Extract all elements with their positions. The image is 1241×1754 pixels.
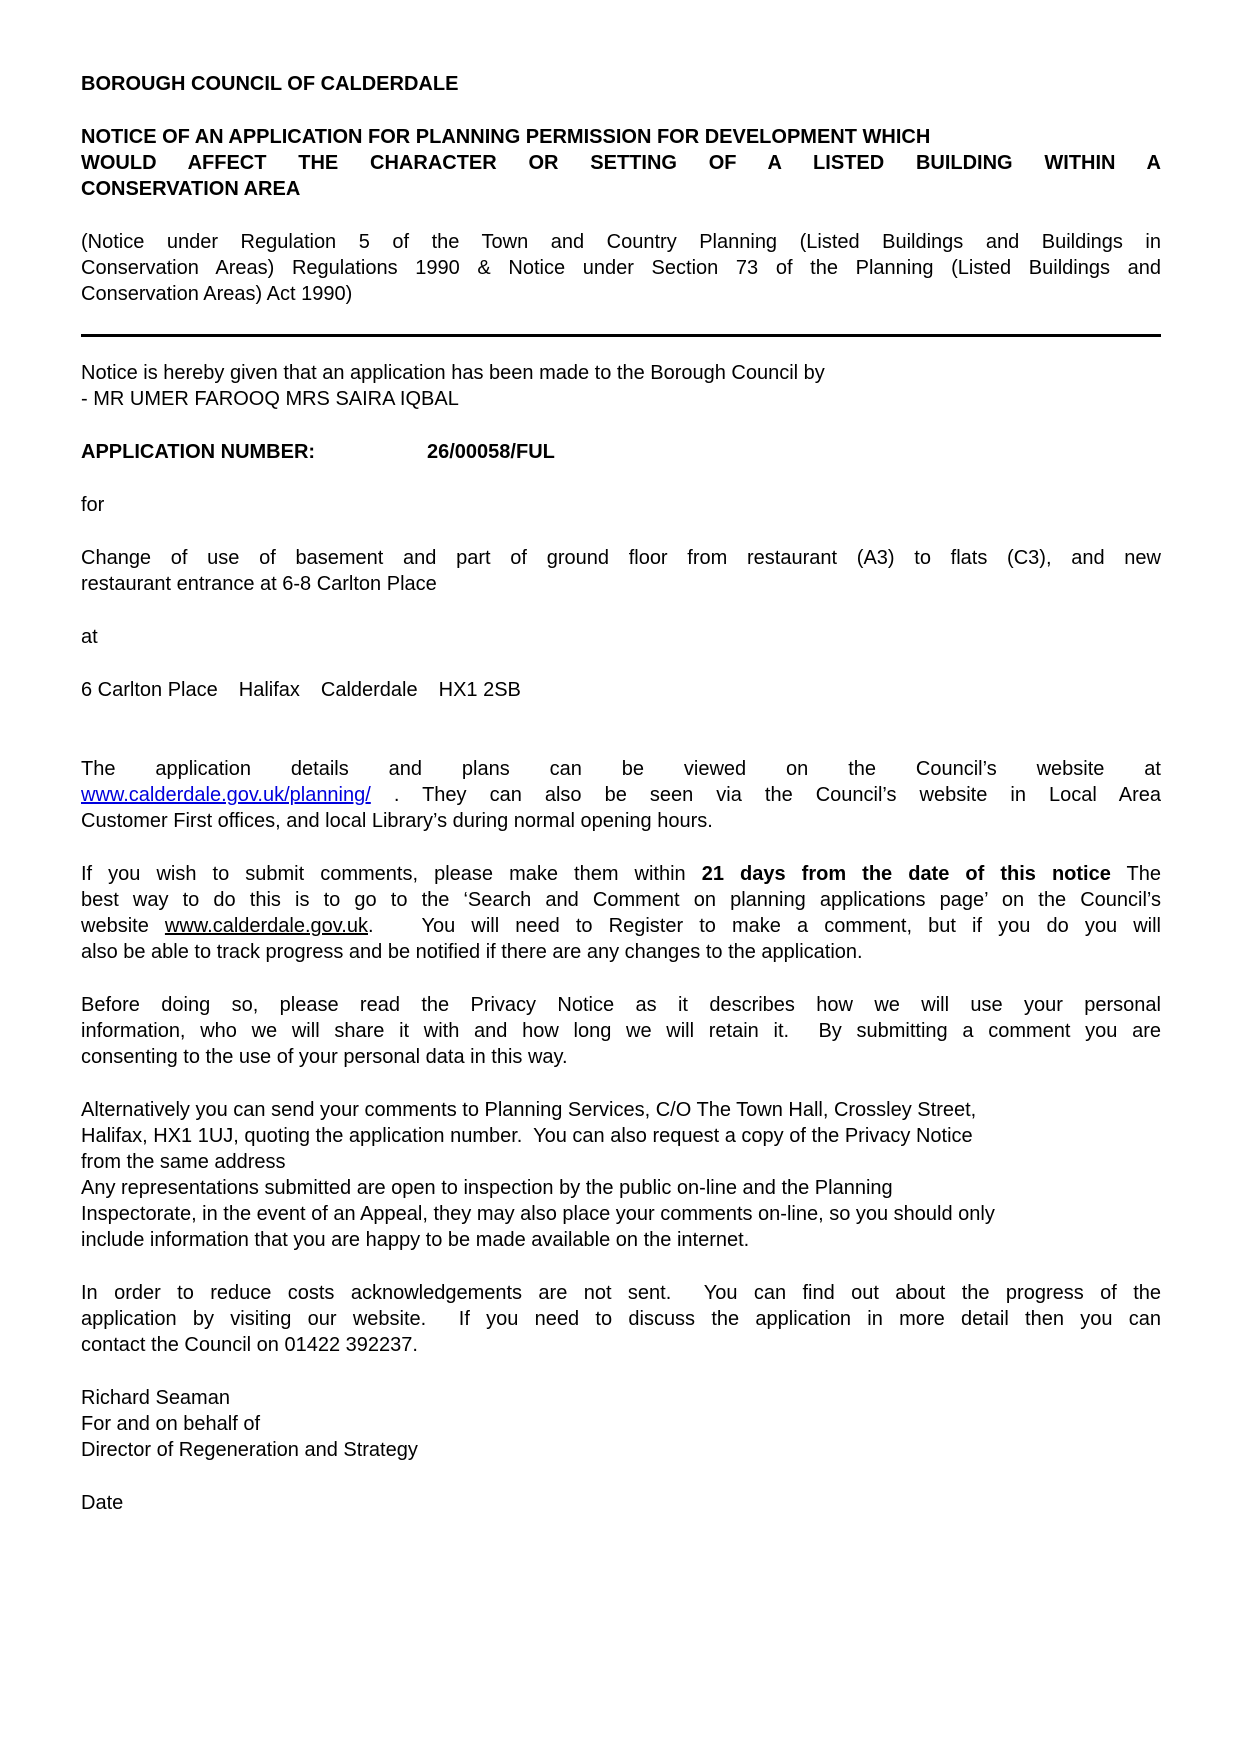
proposal-line2: restaurant entrance at 6-8 Carlton Place: [81, 573, 437, 595]
application-number-value: 26/00058/FUL: [427, 441, 555, 463]
comments-line4: also be able to track progress and be notified if there are any changes to the application.: [81, 941, 863, 963]
comments-line3-pre: website: [81, 915, 165, 937]
postal-comments-info: [81, 1097, 1161, 1253]
comments-line1: [81, 861, 1161, 887]
signature-block: [81, 1385, 1161, 1463]
comments-instructions: [81, 861, 1161, 965]
progress-line2: application by visiting our website. If you need to discuss the application in more detail then you can: [81, 1308, 1161, 1330]
viewing-line2: [81, 782, 1161, 808]
deadline-emphasis: 21 days from the date of this notice: [701, 863, 1111, 885]
postal-line5: Inspectorate, in the event of an Appeal, they may also place your comments on-line, so you should only: [81, 1203, 995, 1225]
address-street: 6 Carlton Place: [81, 679, 218, 701]
progress-line1: In order to reduce costs acknowledgements are not sent. You can find out about the progress of the: [81, 1282, 1161, 1304]
council-name: BOROUGH COUNCIL OF CALDERDALE: [81, 73, 459, 95]
notice-given: [81, 360, 1161, 412]
site-address: [81, 677, 1161, 703]
progress-line3: contact the Council on 01422 392237.: [81, 1334, 418, 1356]
notice-title: [81, 124, 1161, 202]
notice-title-line1: NOTICE OF AN APPLICATION FOR PLANNING PERMISSION FOR DEVELOPMENT WHICH: [81, 126, 931, 148]
viewing-line1: The application details and plans can be viewed on the Council’s website at: [81, 758, 1161, 780]
privacy-notice-info: [81, 992, 1161, 1070]
signatory-name: Richard Seaman: [81, 1387, 230, 1409]
application-number-row: [81, 439, 1161, 465]
comments-line3-post: . You will need to Register to make a comment, but if you do you will: [368, 915, 1161, 937]
privacy-line1: Before doing so, please read the Privacy Notice as it describes how we will use your personal: [81, 994, 1161, 1016]
address-district: Calderdale: [320, 679, 418, 701]
regulation-note-line2: Conservation Areas) Regulations 1990 & Notice under Section 73 of the Planning (Listed Buildings and: [81, 257, 1161, 279]
postal-line3: from the same address: [81, 1151, 286, 1173]
signatory-role: Director of Regeneration and Strategy: [81, 1439, 418, 1461]
council-website-link[interactable]: www.calderdale.gov.uk: [164, 915, 368, 937]
progress-info: [81, 1280, 1161, 1358]
notice-title-line3: CONSERVATION AREA: [81, 178, 301, 200]
applicant-names: - MR UMER FAROOQ MRS SAIRA IQBAL: [81, 388, 459, 410]
comments-line2: best way to do this is to go to the ‘Search and Comment on planning applications page’ on the Council’s: [81, 889, 1161, 911]
postal-line4: Any representations submitted are open to inspection by the public on-line and the Planning: [81, 1177, 893, 1199]
proposal-line1: Change of use of basement and part of ground floor from restaurant (A3) to flats (C3), and new: [81, 547, 1161, 569]
privacy-line3: consenting to the use of your personal data in this way.: [81, 1046, 568, 1068]
notice-title-line2: WOULD AFFECT THE CHARACTER OR SETTING OF A LISTED BUILDING WITHIN A: [81, 152, 1161, 174]
at-label: at: [81, 626, 98, 648]
signatory-on-behalf: For and on behalf of: [81, 1413, 261, 1435]
viewing-line3: Customer First offices, and local Library’s during normal opening hours.: [81, 810, 713, 832]
privacy-line2: information, who we will share it with and how long we will retain it. By submitting a comment you are: [81, 1020, 1161, 1042]
comments-line1-pre: If you wish to submit comments, please make them within: [81, 863, 702, 885]
proposal-description: [81, 545, 1161, 597]
address-postcode: HX1 2SB: [438, 679, 521, 701]
address-town: Halifax: [238, 679, 300, 701]
comments-line3: [81, 913, 1161, 939]
postal-line6: include information that you are happy to be made available on the internet.: [81, 1229, 750, 1251]
postal-line1: Alternatively you can send your comments to Planning Services, C/O The Town Hall, Crossley Street,: [81, 1099, 977, 1121]
comments-line1-post: The: [1110, 863, 1161, 885]
viewing-line2-rest: . They can also be seen via the Council’s website in Local Area: [370, 784, 1161, 806]
regulation-note-line3: Conservation Areas) Act 1990): [81, 283, 353, 305]
postal-line2: Halifax, HX1 1UJ, quoting the application number. You can also request a copy of the Privacy Notice: [81, 1125, 973, 1147]
planning-website-link[interactable]: www.calderdale.gov.uk/planning/: [81, 784, 371, 806]
date-label: Date: [81, 1492, 124, 1514]
divider-line: [81, 334, 1161, 337]
regulation-note-line1: (Notice under Regulation 5 of the Town and Country Planning (Listed Buildings and Buildings in: [81, 231, 1161, 253]
application-number-label: APPLICATION NUMBER:: [81, 441, 316, 463]
for-label: for: [81, 494, 105, 516]
regulation-note: [81, 229, 1161, 307]
notice-given-text: Notice is hereby given that an application has been made to the Borough Council by: [81, 362, 825, 384]
viewing-info: [81, 756, 1161, 834]
